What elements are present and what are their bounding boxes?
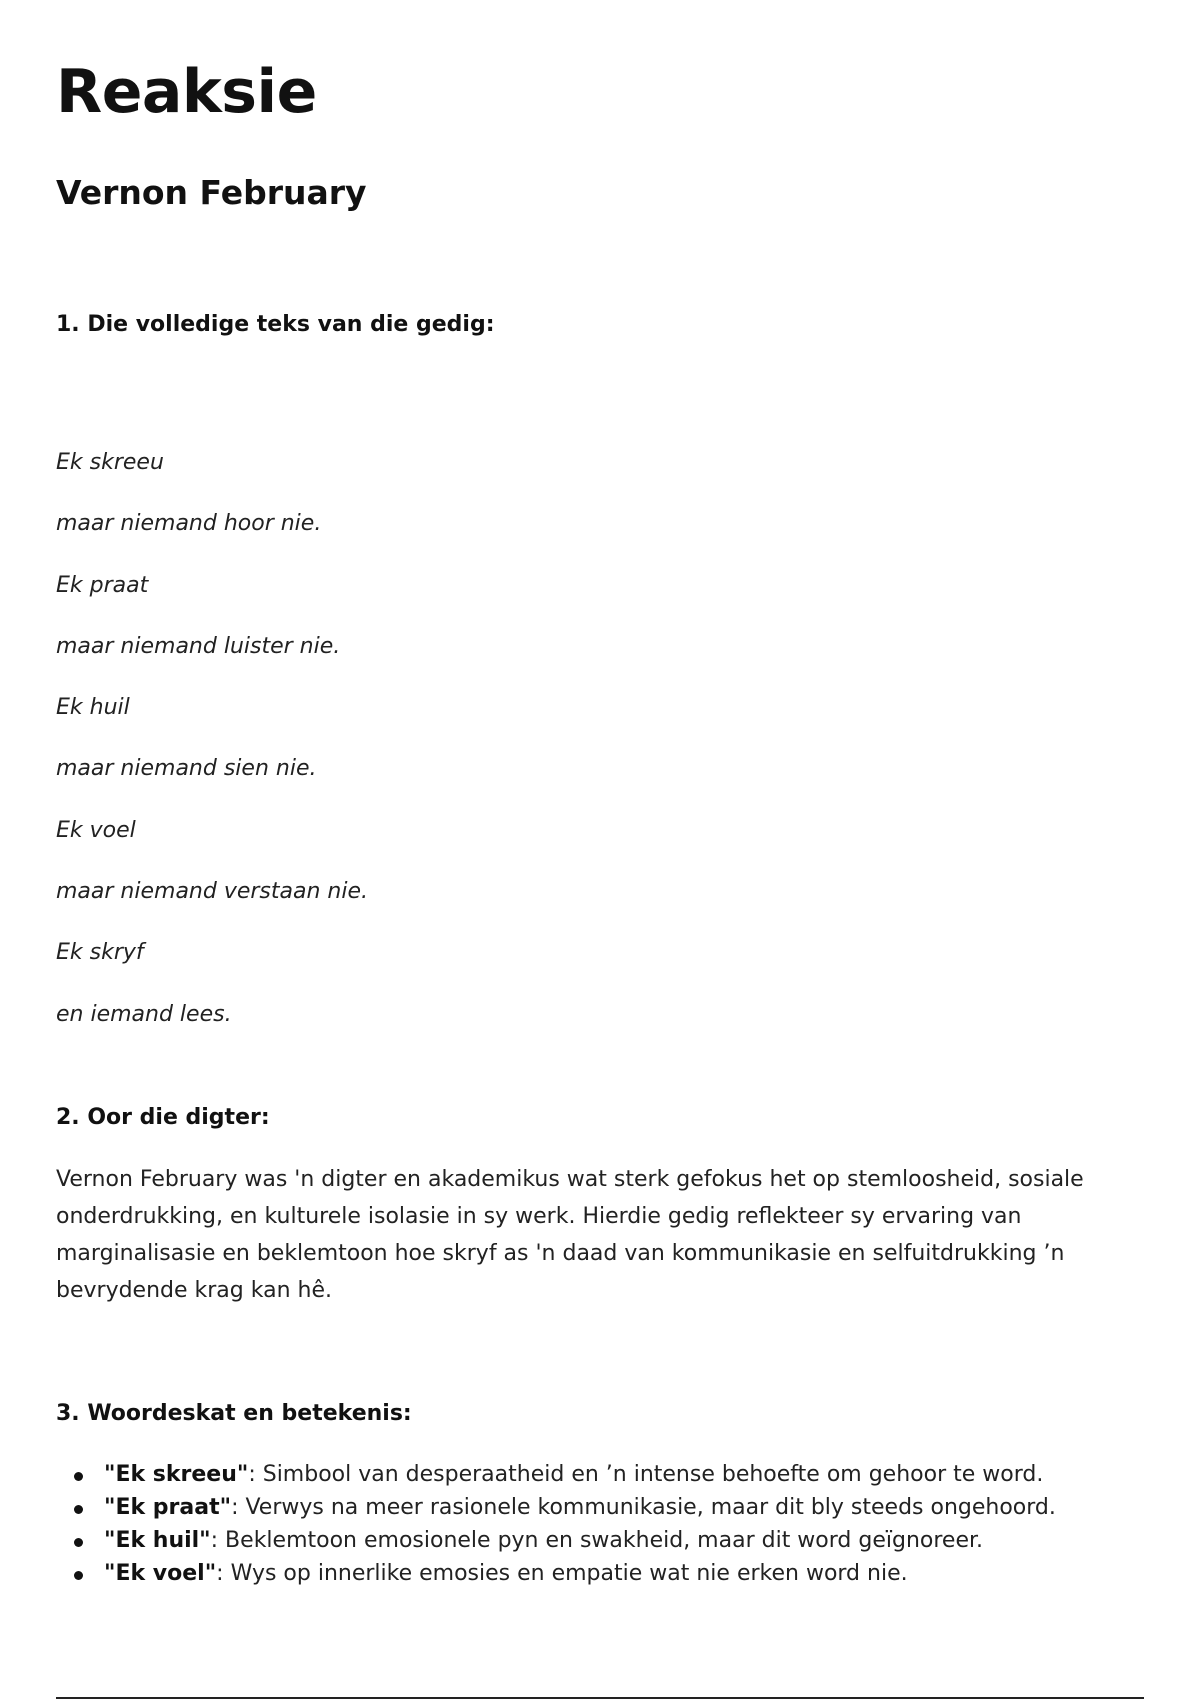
document-title: Reaksie [56,57,317,127]
vocabulary-item [56,1491,1056,1524]
vocabulary-definition: : Wys op innerlike emosies en empatie wat nie erken word nie. [216,1561,908,1586]
section-divider [56,1697,1144,1699]
vocabulary-definition: : Verwys na meer rasionele kommunikasie, maar dit bly steeds ongehoord. [231,1495,1056,1520]
vocabulary-heading: 3. Woordeskat en betekenis: [56,1401,412,1426]
vocabulary-term: "Ek huil" [104,1528,211,1553]
poem-line: en iemand lees. [56,1001,232,1027]
poet-heading: 2. Oor die digter: [56,1105,270,1130]
bullet-icon [74,1505,83,1514]
vocabulary-item [56,1557,1056,1590]
author-name: Vernon February [56,173,367,212]
poet-description: Vernon February was 'n digter en akademikus wat sterk gefokus het op stemloosheid, sosiale onderdrukking, en kulturele isolasie in sy werk. Hierdie gedig reflekteer sy ervaring van marginalisasie en beklemtoon hoe skryf as 'n daad van kommunikasie en selfuitdrukking ’n bevrydende krag kan hê. [56,1167,1084,1303]
bullet-icon [74,1571,83,1580]
poem-line: Ek skryf [56,940,144,966]
vocabulary-item [56,1524,1056,1557]
poem-line: maar niemand sien nie. [56,756,317,782]
poem-line: Ek praat [56,572,149,598]
poem-text [56,432,368,1045]
poem-line: Ek voel [56,817,136,843]
poem-line: Ek skreeu [56,450,164,475]
vocabulary-item [56,1458,1056,1491]
poem-line: maar niemand verstaan nie. [56,879,369,905]
vocabulary-definition: : Beklemtoon emosionele pyn en swakheid, maar dit word geïgnoreer. [210,1528,984,1553]
poem-line: Ek huil [56,695,130,721]
vocabulary-term: "Ek skreeu" [104,1462,249,1487]
vocabulary-definition: : Simbool van desperaatheid en ’n intense behoefte om gehoor te word. [248,1462,1044,1487]
vocabulary-list [56,1458,1056,1590]
poem-line: maar niemand luister nie. [56,633,341,659]
poem-heading: 1. Die volledige teks van die gedig: [56,312,495,337]
vocabulary-term: "Ek praat" [104,1495,232,1520]
bullet-icon [74,1538,83,1547]
bullet-icon [74,1472,83,1481]
vocabulary-term: "Ek voel" [104,1561,217,1586]
poem-line: maar niemand hoor nie. [56,511,322,537]
